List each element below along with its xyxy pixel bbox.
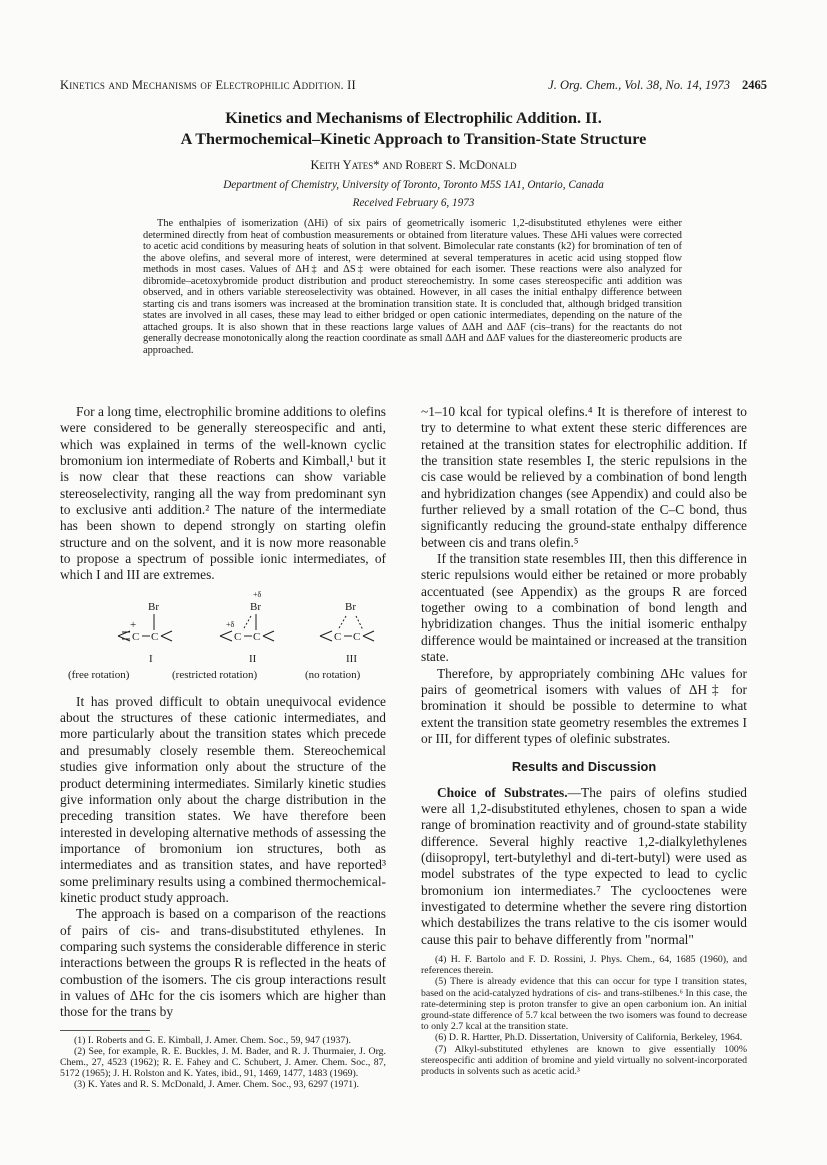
caption-i: (free rotation) (68, 668, 130, 681)
paper-title (60, 108, 767, 150)
svg-text:C: C (334, 630, 342, 643)
footnote-4: (4) H. F. Bartolo and F. D. Rossini, J. Phys. Chem., 64, 1685 (1960), and references therein. (421, 954, 747, 977)
received-date: Received February 6, 1973 (352, 197, 475, 209)
svg-text:C: C (353, 630, 361, 643)
bromine-label-iii: Br (345, 600, 356, 613)
label-iii: III (346, 652, 357, 665)
scheme-drawing (60, 586, 386, 692)
paragraph-combining: Therefore, by appropriately combining ΔHc values for pairs of geometrical isomers with values of ΔH‡ for bromination it should be possible to determine to what extent the transition state geometry resembles the extremes I or III, for different types of olefinic substrates. (421, 665, 747, 746)
running-head-journal (548, 78, 767, 93)
footnote-6: (6) D. R. Hartter, Ph.D. Dissertation, University of California, Berkeley, 1964. (435, 1032, 743, 1044)
footnote-5: (5) There is already evidence that this can occur for type I transition states, based on the acid-catalyzed hydrations of cis- and trans-stilbenes.⁶ In this case, the rate-determining step is proton transfer to give an open carbonium ion. An initial ground-state difference of 5.7 kcal between the two isomers was found to decrease to only 2.7 kcal at the transition state. (421, 976, 747, 1033)
svg-text:C: C (234, 630, 242, 643)
bromine-label-ii: Br (250, 600, 261, 613)
footnote-3: (3) K. Yates and R. S. McDonald, J. Amer. Chem. Soc., 93, 6297 (1971). (74, 1079, 359, 1091)
bromine-label-i: Br (148, 600, 159, 613)
intermediates-scheme (60, 586, 386, 692)
svg-text:C: C (132, 630, 140, 643)
footnote-1: (1) I. Roberts and G. E. Kimball, J. Amer. Chem. Soc., 59, 947 (1937). (74, 1034, 352, 1046)
title-line-1: Kinetics and Mechanisms of Electrophilic Addition. II. (225, 109, 602, 127)
journal-citation: J. Org. Chem., Vol. 38, No. 14, 1973 (548, 78, 730, 92)
paragraph-difficulty: It has proved difficult to obtain unequivocal evidence about the structures of these cationic intermediates, and more particularly about the transition states which precede and presumably closely resemble them. Stereochemical studies give information only about the structure of the product determining intermediates. Similarly kinetic studies give information only about the charge distribution in the preceding transition states. We have therefore been interested in developing alternative methods of assessing the importance of bromonium ion structures, both as intermediates and as transition states, and have reported³ some preliminary results using a combined thermochemical-kinetic product study approach. (60, 693, 386, 905)
partial-charge-ii: +δ (253, 589, 262, 599)
footnote-rule (60, 1030, 150, 1031)
footnote-2: (2) See, for example, R. E. Buckles, J. M. Bader, and R. J. Thurmaier, J. Org. Chem., 27, 4523 (1962); R. E. Fahey and C. Schubert, J. Amer. Chem. Soc., 87, 5172 (1965); J. H. Rolston and K. Yates, ibid., 91, 1469, 1477, 1483 (1969). (60, 1045, 386, 1080)
footnotes-left (60, 1035, 386, 1091)
caption-iii: (no rotation) (305, 668, 361, 681)
charge-i: + (130, 618, 137, 631)
paragraph-approach: The approach is based on a comparison of the reactions of pairs of cis- and trans-disubstituted ethylenes. In comparing such systems the considerable difference in steric interactions between the groups R is reflected in the heats of combustion of the isomers. The cis group interactions result in values of ΔHc for the cis isomers which are higher than those for the trans by (60, 906, 386, 1020)
authors: Keith Yates* and Robert S. McDonald (310, 158, 517, 172)
paragraph-substrates (421, 785, 747, 948)
partial-charge-ii-b: +δ (226, 619, 235, 629)
left-column (60, 404, 386, 1091)
running-head (60, 78, 767, 94)
page-number: 2465 (742, 78, 767, 92)
footnote-7: (7) Alkyl-substituted ethylenes are known to give essentially 100% stereospecific anti addition of bromine and yield virtually no solvent-incorporated products in solvents such as acetic acid.³ (421, 1043, 747, 1078)
right-column (421, 404, 747, 1077)
affiliation: Department of Chemistry, University of Toronto, Toronto M5S 1A1, Ontario, Canada (223, 179, 604, 191)
label-i: I (149, 652, 153, 665)
paragraph-transition-iii: If the transition state resembles III, then this difference in steric repulsions would either be retained or more probably accentuated (see Appendix) as the groups R are forced together owing to a combination of bond length and hybridization changes. Thus the initial isomeric enthalpy difference would be maintained or increased at the transition state. (421, 551, 747, 665)
svg-text:C: C (253, 630, 261, 643)
paragraph-intro: For a long time, electrophilic bromine additions to olefins were considered to be generally stereospecific and anti, which was explained in terms of the well-known cyclic bromonium ion intermediate of Roberts and Kimball,¹ but it is now clear that these reactions can show variable stereoselectivity, ranging all the way from predominant syn to exclusive anti addition.² The nature of the intermediate has been shown to depend strongly on starting olefin structure and on the solvent, and it is now more reasonable to propose a spectrum of possible ionic intermediates, of which I and III are extremes. (60, 404, 386, 583)
footnotes-right (421, 954, 747, 1077)
title-line-2: A Thermochemical–Kinetic Approach to Transition-State Structure (180, 130, 647, 148)
running-head-title: Kinetics and Mechanisms of Electrophilic Addition. II (60, 78, 356, 92)
substrates-text: —The pairs of olefins studied were all 1,2-disubstituted ethylenes, chosen to span a wide range of bromination reactivity and of ground-state stability difference. Several highly reactive 1,2-dialkylethylenes (diisopropyl, tert-butylethyl and di-tert-butyl) were used as model substrates of the type expected to lead to cyclic bromonium ion intermediates.⁷ The cyclooctenes were investigated to determine whether the severe ring distortion which destabilizes the trans relative to the cis isomer would cause this pair to behave differently from "normal" (421, 784, 747, 947)
svg-text:C: C (151, 630, 159, 643)
subsection-heading: Choice of Substrates. (437, 784, 568, 800)
abstract: The enthalpies of isomerization (ΔHi) of six pairs of geometrically isomeric 1,2-disubstituted ethylenes were either determined directly from heat of combustion measurements or obtained from literature values. These ΔHi values were corrected to acetic acid conditions by measuring heats of solution in that solvent. Bimolecular rate constants (k2) for bromination of ten of the above olefins, and several more of interest, were determined at several temperatures in acetic acid using stopped flow methods in most cases. Values of ΔH‡ and ΔS‡ were obtained for each isomer. These reactions were also analyzed for dibromide–acetoxybromide product distribution and product stereochemistry. In some cases stereospecific anti addition was observed, and in others variable stereoselectivity was obtained. However, in all cases the initial enthalpy difference between starting cis and trans isomers was increased at the bromination transition state. It is concluded that, although bridged transition states are involved in all cases, these may lead to either bridged or open cationic intermediates, depending on the nature of the attached groups. It is also shown that in these reactions large values of ΔΔH and ΔΔF (cis–trans) for the reactants do not generally decrease monotonically along the reaction coordinate as small ΔΔH and ΔΔF values for the diastereomeric products are approached. (143, 218, 682, 357)
section-heading: Results and Discussion (511, 759, 657, 775)
caption-ii: (restricted rotation) (172, 668, 258, 681)
label-ii: II (249, 652, 257, 665)
paragraph-steric: ~1–10 kcal for typical olefins.⁴ It is therefore of interest to try to determine to what extent these steric differences are retained at the transition states for electrophilic addition. If the transition state resembles I, the steric repulsions in the cis case would be relieved by a combination of bond length and hybridization changes (see Appendix) and could also be further relieved by a small rotation of the C–C bond, thus significantly reducing the ground-state enthalpy difference between cis and trans olefin.⁵ (421, 404, 747, 550)
